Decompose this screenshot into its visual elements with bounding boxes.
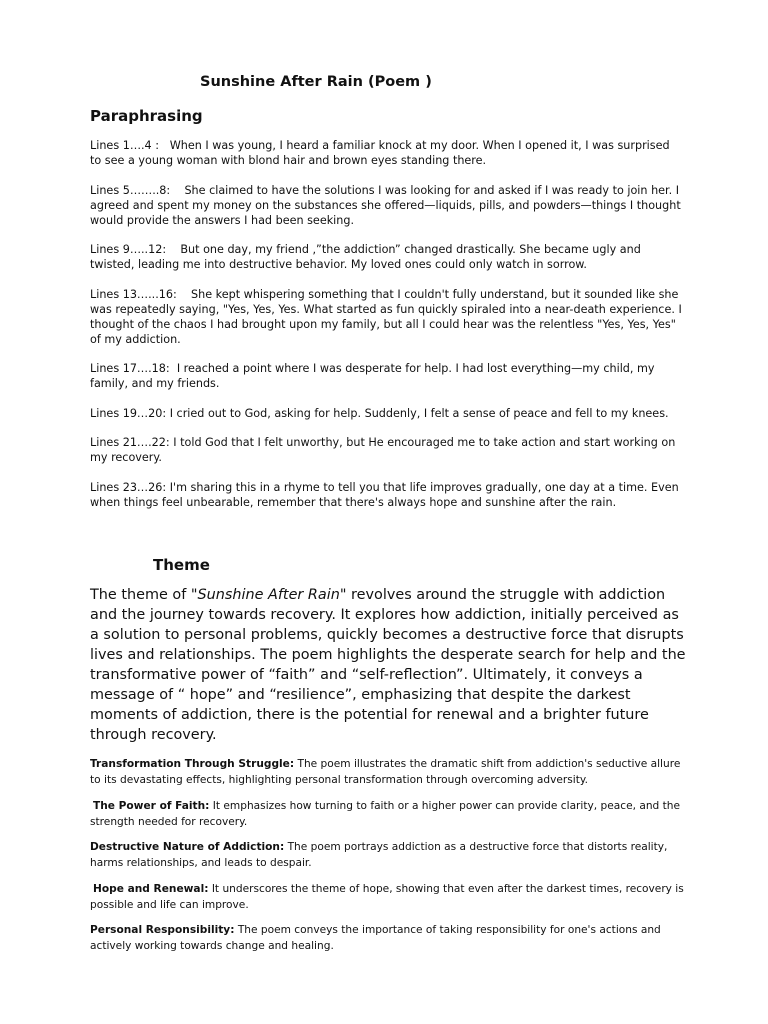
paraphrase-text: I'm sharing this in a rhyme to tell you that life improves gradually, one day at a time. Even when things feel unbearable, remember that there's always hope and sunshine after the rain. — [90, 480, 679, 509]
paraphrase-lines-label: Lines 17….18: — [90, 362, 170, 375]
theme-intro: The theme of — [90, 587, 191, 603]
theme-point — [90, 922, 688, 954]
paraphrase-text: I reached a point where I was desperate for help. I had lost everything—my child, my family, and my friends. — [90, 362, 655, 390]
paraphrase-lines-label: Lines 9…..12: — [90, 243, 167, 256]
theme-point-label: Personal Responsibility: — [90, 924, 235, 936]
paraphrase-text: I cried out to God, asking for help. Suddenly, I felt a sense of peace and fell to my knees. — [169, 406, 669, 420]
paraphrase-lines-label: Lines 19…20: — [90, 406, 167, 420]
theme-point — [90, 798, 688, 830]
paraphrase-text: But one day, my friend ,”the addiction” changed drastically. She became ugly and twisted, leading me into destructive behavior. My loved ones could only watch in sorrow. — [90, 243, 641, 271]
theme-point — [90, 839, 688, 871]
theme-points — [90, 756, 688, 964]
paraphrase-lines-label: Lines 5……..8: — [90, 183, 171, 197]
theme-point-text: It emphasizes how turning to faith or a higher power can provide clarity, peace, and the strength needed for recovery. — [90, 799, 681, 828]
paraphrase-lines-label: Lines 13…...16: — [90, 287, 177, 301]
paraphrase-text: She claimed to have the solutions I was looking for and asked if I was ready to join her. I agreed and spent my money on the substances she offered—liquids, pills, and powders—things I thought would provide the answers I had been seeking. — [90, 183, 681, 227]
paraphrase-text: I told God that I felt unworthy, but He encouraged me to take action and start working on my recovery. — [90, 436, 676, 464]
theme-heading: Theme — [153, 556, 210, 574]
paraphrase-paragraph — [90, 242, 682, 272]
paraphrase-lines-label: Lines 1….4 : — [90, 139, 160, 152]
paraphrasing-heading: Paraphrasing — [90, 107, 203, 125]
paraphrase-text: She kept whispering something that I couldn't fully understand, but it sounded like she was repeatedly saying, "Yes, Yes, Yes. What started as fun quickly spiraled into a near-death experience. I thought of the chaos I had brought upon my family, but all I could hear was the relentless "Yes, Yes, Yes" of my addiction. — [90, 287, 682, 346]
theme-point-label: The Power of Faith: — [93, 799, 210, 812]
theme-point-text: It underscores the theme of hope, showing that even after the darkest times, recovery is possible and life can improve. — [90, 882, 684, 911]
paraphrasing-section — [90, 138, 682, 524]
theme-point-label: Transformation Through Struggle: — [90, 758, 295, 770]
theme-point — [90, 881, 688, 913]
paraphrase-paragraph — [90, 138, 682, 168]
theme-point-text: The poem illustrates the dramatic shift from addiction's seductive allure to its devastating effects, highlighting personal transformation through overcoming adversity. — [90, 758, 681, 786]
document-title: Sunshine After Rain (Poem ) — [200, 74, 432, 90]
paraphrase-paragraph — [90, 287, 682, 347]
paraphrase-paragraph — [90, 361, 682, 391]
theme-point-text: The poem conveys the importance of taking responsibility for one's actions and actively working towards change and healing. — [90, 924, 661, 952]
paraphrase-text: When I was young, I heard a familiar knock at my door. When I opened it, I was surprised to see a young woman with blond hair and brown eyes standing there. — [90, 139, 670, 167]
paraphrase-lines-label: Lines 23…26: — [90, 480, 167, 494]
theme-paragraph — [90, 585, 690, 745]
paraphrase-paragraph — [90, 435, 682, 465]
poem-title-italic: "Sunshine After Rain" — [190, 587, 347, 603]
paraphrase-paragraph — [90, 480, 682, 510]
theme-body-text: revolves around the struggle with addiction and the journey towards recovery. It explores how addiction, initially perceived as a solution to personal problems, quickly becomes a destructive force that disrupts lives and relationships. The poem highlights the desperate search for help and the transformative power of “faith” and “self-reflection”. Ultimately, it conveys a message of “ hope” and “resilience”, emphasizing that despite the darkest moments of addiction, there is the potential for renewal and a brighter future through recovery. — [90, 587, 686, 743]
paraphrase-paragraph — [90, 406, 682, 421]
theme-point-label: Destructive Nature of Addiction: — [90, 841, 285, 853]
theme-point — [90, 756, 688, 788]
paraphrase-paragraph — [90, 183, 682, 228]
theme-point-text: The poem portrays addiction as a destructive force that distorts reality, harms relationships, and leads to despair. — [90, 841, 668, 869]
theme-point-label: Hope and Renewal: — [93, 882, 209, 895]
paraphrase-lines-label: Lines 21….22: — [90, 436, 170, 449]
